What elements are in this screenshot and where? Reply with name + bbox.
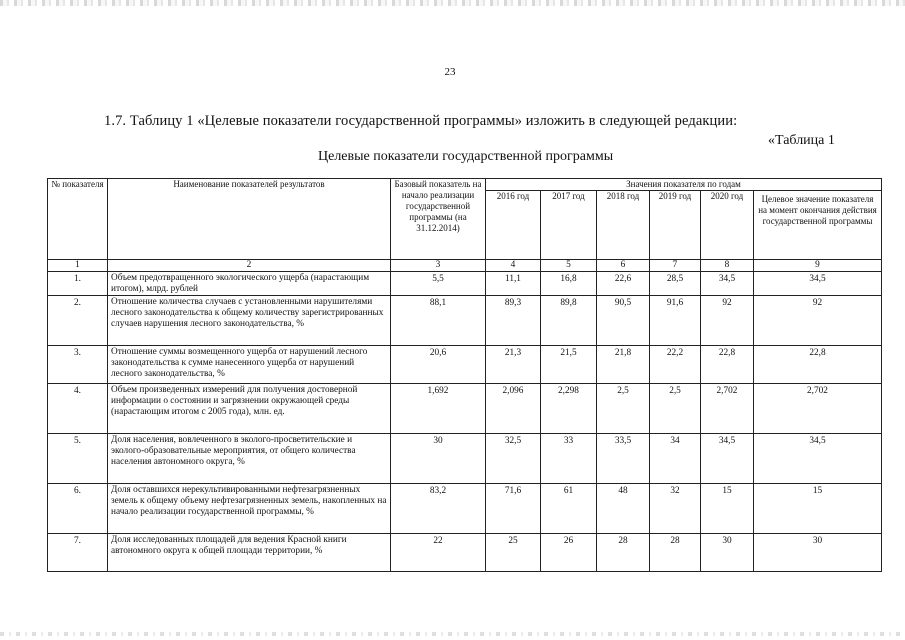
year-value: 34 [650,434,701,484]
year-value: 71,6 [486,484,541,534]
column-number: 9 [754,260,882,272]
indicator-name: Доля населения, вовлеченного в эколого-просветительские и эколого-образовательные мероприятия, от общего количества населения автономного округа, % [108,434,391,484]
year-value: 2,5 [650,384,701,434]
base-value: 22 [391,534,486,572]
year-value: 34,5 [701,434,754,484]
year-value: 2,298 [541,384,597,434]
row-number: 2. [48,296,108,346]
header-name: Наименование показателей результатов [108,179,391,260]
year-value: 33,5 [597,434,650,484]
header-values-group: Значения показателя по годам [486,179,882,191]
year-value: 28 [650,534,701,572]
header-year: 2020 год [701,191,754,260]
year-value: 91,6 [650,296,701,346]
table-row [48,484,882,534]
column-number: 8 [701,260,754,272]
page-number: 23 [444,66,456,78]
target-value: 15 [754,484,882,534]
column-number: 7 [650,260,701,272]
table-label: «Таблица 1 [768,133,835,148]
year-value: 21,8 [597,346,650,384]
year-value: 90,5 [597,296,650,346]
year-value: 22,2 [650,346,701,384]
year-value: 2,5 [597,384,650,434]
base-value: 30 [391,434,486,484]
year-value: 30 [701,534,754,572]
year-value: 28 [597,534,650,572]
year-value: 89,8 [541,296,597,346]
target-value: 34,5 [754,272,882,296]
row-number: 5. [48,434,108,484]
table-row [48,384,882,434]
year-value: 21,3 [486,346,541,384]
year-value: 92 [701,296,754,346]
year-value: 26 [541,534,597,572]
base-value: 88,1 [391,296,486,346]
indicator-name: Объем предотвращенного экологического ущерба (нарастающим итогом), млрд. рублей [108,272,391,296]
indicator-name: Отношение количества случаев с установленными нарушителями лесного законодательства к общему количеству зарегистрированных случаев нарушения лесного законодательства, % [108,296,391,346]
header-row-top [48,179,882,191]
base-value: 1,692 [391,384,486,434]
header-year: 2017 год [541,191,597,260]
column-numbers-row [48,260,882,272]
table-row [48,434,882,484]
year-value: 25 [486,534,541,572]
header-year: 2019 год [650,191,701,260]
year-value: 21,5 [541,346,597,384]
column-number: 6 [597,260,650,272]
year-value: 2,096 [486,384,541,434]
column-number: 4 [486,260,541,272]
target-value: 2,702 [754,384,882,434]
year-value: 22,8 [701,346,754,384]
year-value: 15 [701,484,754,534]
column-number: 5 [541,260,597,272]
table-row [48,346,882,384]
indicator-name: Доля исследованных площадей для ведения Красной книги автономного округа к общей площади территории, % [108,534,391,572]
indicator-name: Объем произведенных измерений для получения достоверной информации о состоянии и загрязнении окружающей среды (нарастающим итогом с 2005 года), млн. ед. [108,384,391,434]
year-value: 34,5 [701,272,754,296]
header-year: 2016 год [486,191,541,260]
row-number: 6. [48,484,108,534]
row-number: 3. [48,346,108,384]
table-title: Целевые показатели государственной программы [318,149,614,164]
year-value: 2,702 [701,384,754,434]
year-value: 33 [541,434,597,484]
base-value: 20,6 [391,346,486,384]
header-year: 2018 год [597,191,650,260]
table-row [48,534,882,572]
year-value: 28,5 [650,272,701,296]
target-value: 30 [754,534,882,572]
year-value: 32 [650,484,701,534]
column-number: 1 [48,260,108,272]
table-row [48,296,882,346]
year-value: 61 [541,484,597,534]
year-value: 48 [597,484,650,534]
header-number: № показателя [48,179,108,260]
base-value: 5,5 [391,272,486,296]
year-value: 22,6 [597,272,650,296]
table-row [48,272,882,296]
row-number: 4. [48,384,108,434]
target-value: 92 [754,296,882,346]
header-target: Целевое значение показателя на момент окончания действия государственной программы [754,191,882,260]
year-value: 11,1 [486,272,541,296]
row-number: 1. [48,272,108,296]
year-value: 32,5 [486,434,541,484]
row-number: 7. [48,534,108,572]
target-value: 22,8 [754,346,882,384]
year-value: 16,8 [541,272,597,296]
scan-edge-top [0,0,905,6]
intro-paragraph: 1.7. Таблицу 1 «Целевые показатели государственной программы» изложить в следующей редакции: [104,113,738,129]
scan-edge-bottom [0,632,905,636]
indicator-name: Отношение суммы возмещенного ущерба от нарушений лесного законодательства к сумме нанесенного ущерба от нарушений лесного законодательства, % [108,346,391,384]
indicator-name: Доля оставшихся нерекультивированными нефтезагрязненных земель к общему объему нефтезагрязненных земель, накопленных на начало реализации государственной программы, % [108,484,391,534]
target-value: 34,5 [754,434,882,484]
column-number: 2 [108,260,391,272]
base-value: 83,2 [391,484,486,534]
header-base: Базовый показатель на начало реализации государственной программы (на 31.12.2014) [391,179,486,260]
year-value: 89,3 [486,296,541,346]
indicators-table [47,178,882,572]
column-number: 3 [391,260,486,272]
